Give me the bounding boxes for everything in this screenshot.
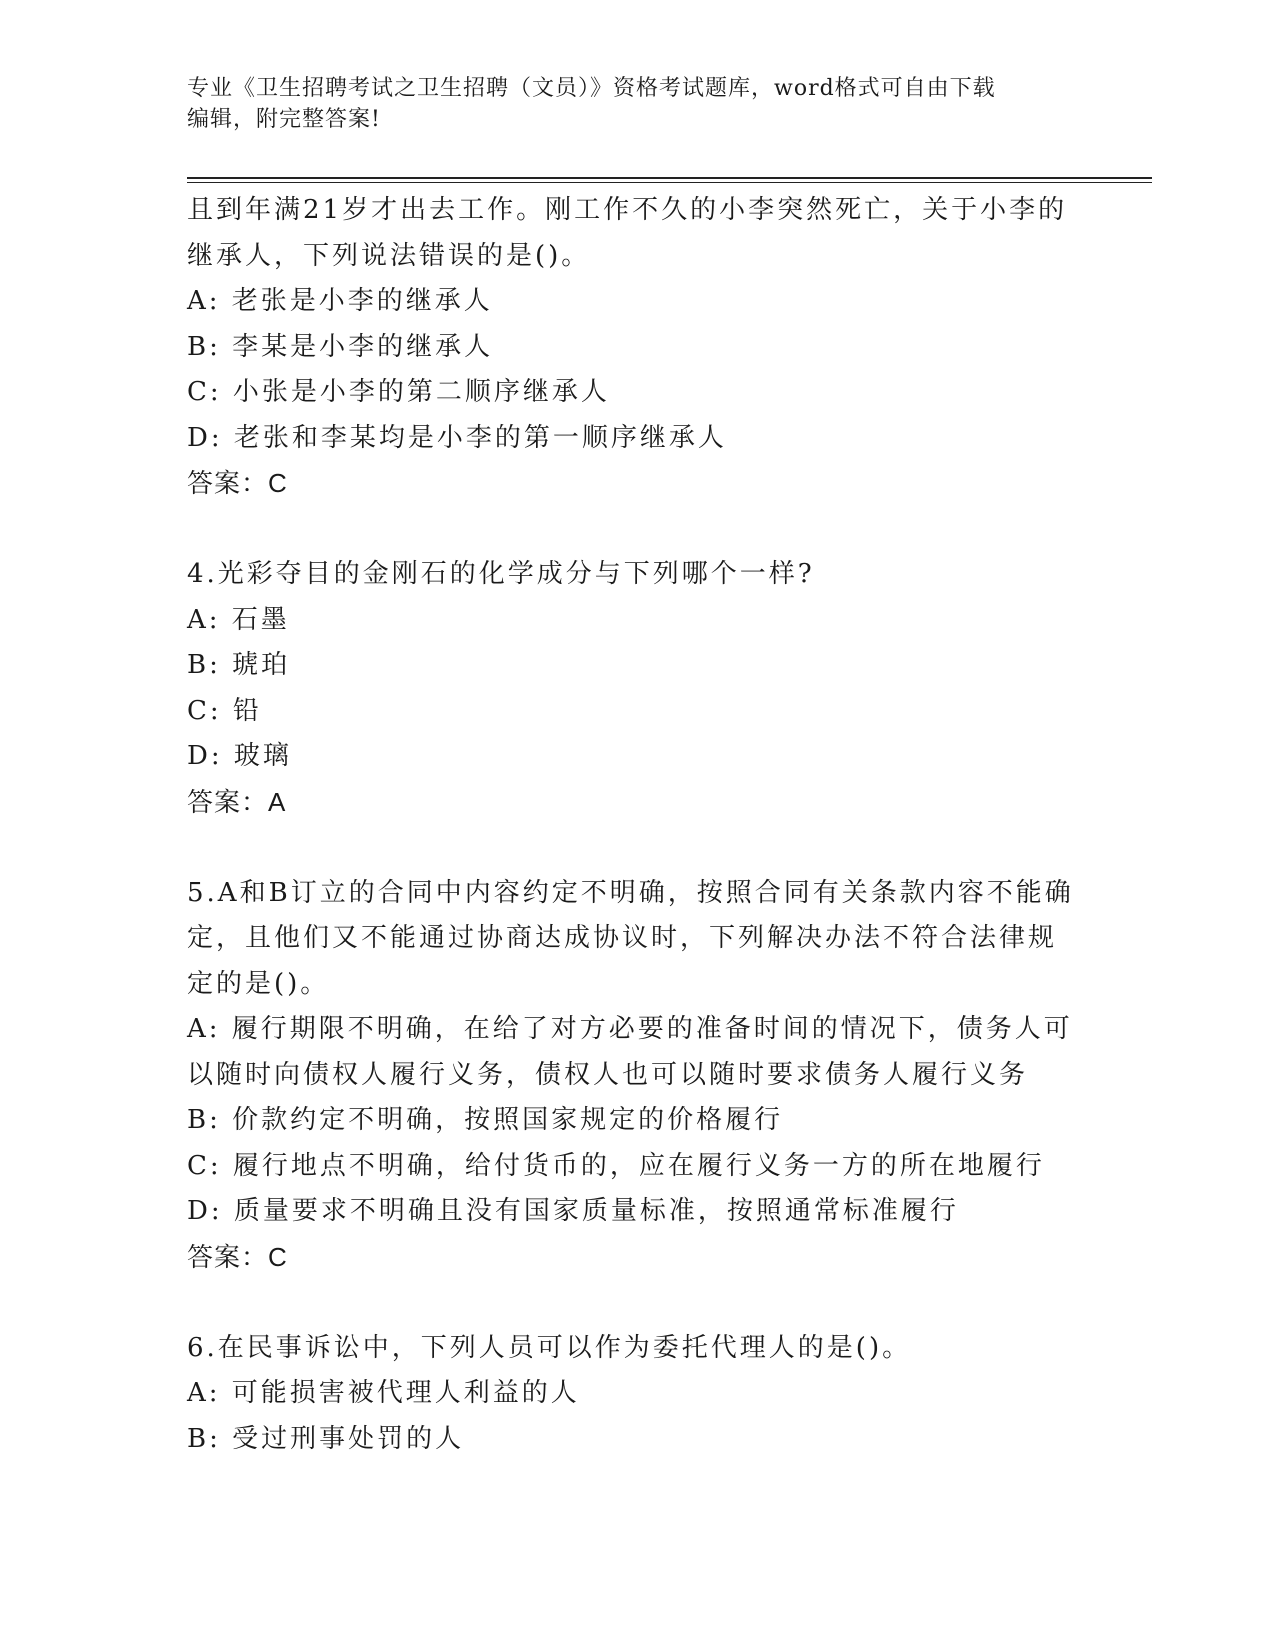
answer-line: 答案：A (187, 786, 287, 817)
option-c: C: 履行地点不明确，给付货币的，应在履行义务一方的所在地履行 (187, 1150, 1045, 1181)
answer-line: 答案：C (187, 1241, 288, 1272)
option-c: C: 铅 (187, 695, 262, 726)
option-a: A: 老张是小李的继承人 (187, 286, 493, 316)
question-spacer (187, 507, 1087, 553)
option-d: D: 玻璃 (187, 741, 292, 771)
option-d: D: 质量要求不明确且没有国家质量标准，按照通常标准履行 (187, 1196, 959, 1226)
question-stem-line: 4.光彩夺目的金刚石的化学成分与下列哪个一样? (187, 559, 815, 589)
question-stem-line: 6.在民事诉讼中，下列人员可以作为委托代理人的是()。 (187, 1332, 912, 1363)
option-a: A: 石墨 (187, 604, 290, 635)
option-b: B: 琥珀 (187, 650, 291, 680)
question-spacer (187, 825, 1087, 871)
option-b: B: 李某是小李的继承人 (187, 331, 494, 362)
answer-line: 答案：C (187, 468, 288, 498)
question-stem-line: 继承人，下列说法错误的是()。 (187, 240, 591, 271)
header-line-1: 专业《卫生招聘考试之卫生招聘（文员）》资格考试题库，word格式可自由下载 (187, 76, 996, 101)
header-divider-thin (187, 182, 1152, 183)
question-stem-line: 定，且他们又不能通过协商达成协议时，下列解决办法不符合法律规 (187, 923, 1058, 953)
option-a: A: 履行期限不明确，在给了对方必要的准备时间的情况下，债务人可 (187, 1014, 1073, 1044)
question-stem-line: 5.A和B订立的合同中内容约定不明确，按照合同有关条款内容不能确 (187, 877, 1074, 908)
header-line-2: 编辑，附完整答案! (187, 107, 381, 132)
question-4 (187, 552, 1087, 825)
question-spacer (187, 1280, 1087, 1326)
question-6 (187, 1326, 1087, 1463)
document-header (187, 73, 1067, 135)
option-d: D: 老张和李某均是小李的第一顺序继承人 (187, 422, 727, 453)
question-3 (187, 188, 1087, 507)
header-divider-thick (187, 177, 1152, 179)
option-c: C: 小张是小李的第二顺序继承人 (187, 377, 610, 407)
option-a: A: 可能损害被代理人利益的人 (187, 1378, 580, 1408)
question-stem-line: 定的是()。 (187, 968, 330, 999)
option-b: B: 受过刑事处罚的人 (187, 1423, 465, 1454)
option-b: B: 价款约定不明确，按照国家规定的价格履行 (187, 1105, 784, 1135)
option-a-continued: 以随时向债权人履行义务，债权人也可以随时要求债务人履行义务 (187, 1059, 1029, 1090)
question-5 (187, 871, 1087, 1281)
question-stem-line: 且到年满21岁才出去工作。刚工作不久的小李突然死亡，关于小李的 (187, 195, 1068, 225)
question-list (187, 188, 1087, 1462)
